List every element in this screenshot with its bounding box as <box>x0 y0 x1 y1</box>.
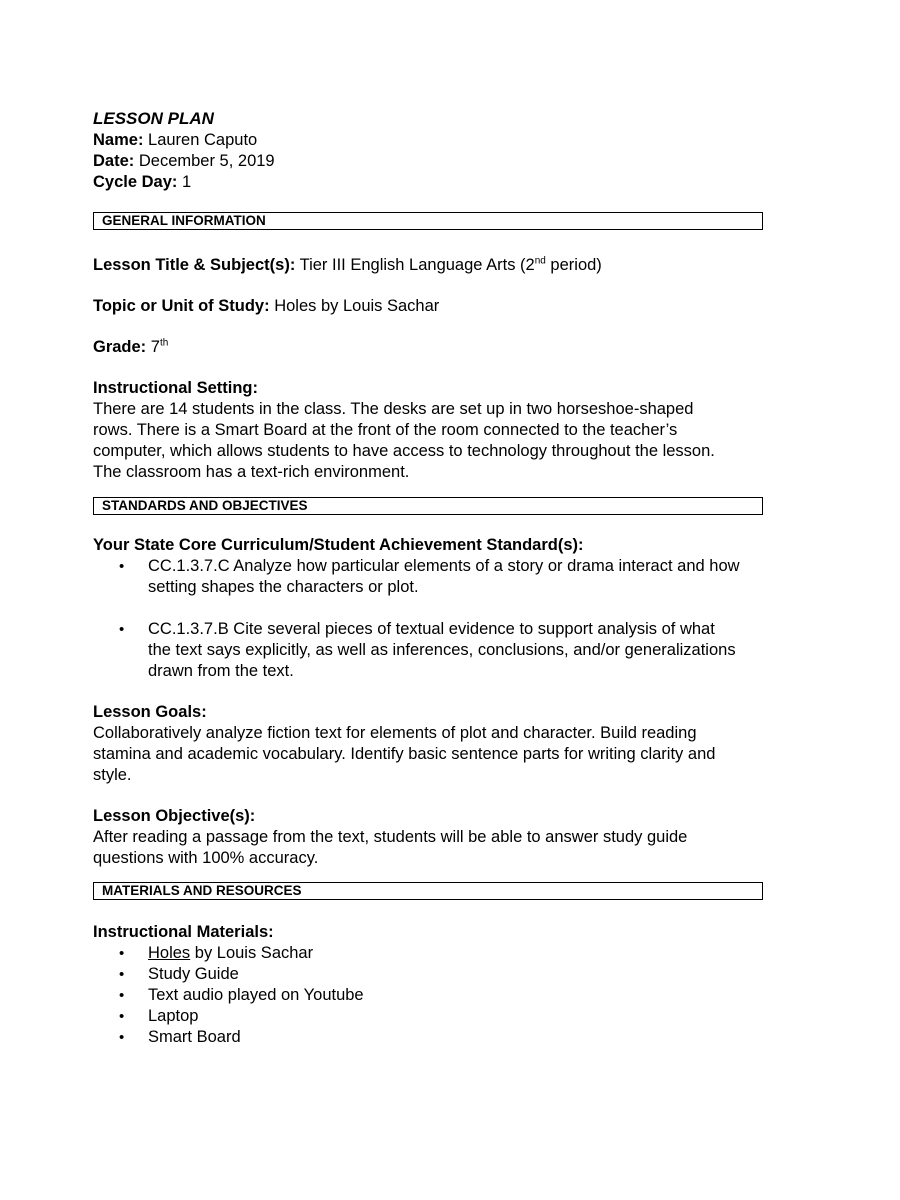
cycle-day-label: Cycle Day: <box>93 173 178 191</box>
core-standards-heading: Your State Core Curriculum/Student Achievement Standard(s): <box>93 536 584 554</box>
instructional-setting-text <box>93 399 803 483</box>
standard-line: CC.1.3.7.C Analyze how particular elements of a story or drama interact and how <box>148 557 740 575</box>
grade-value-text: 7 <box>150 338 160 356</box>
date-value: December 5, 2019 <box>138 152 275 170</box>
instructional-materials-heading: Instructional Materials: <box>93 923 274 941</box>
bullet-icon: • <box>119 987 125 1004</box>
standard-line: the text says explicitly, as well as inferences, conclusions, and/or generalizations <box>148 641 736 659</box>
lesson-goals-text <box>93 723 803 786</box>
bullet-icon: • <box>119 621 125 638</box>
lesson-title-label: Lesson Title & Subject(s): <box>93 256 296 274</box>
list-item <box>93 985 803 1006</box>
setting-line: computer, which allows students to have access to technology throughout the lesson. <box>93 442 715 460</box>
standard-line: drawn from the text. <box>148 662 294 680</box>
topic-value: Holes by Louis Sachar <box>274 297 440 315</box>
grade-row <box>93 337 803 358</box>
list-item <box>93 1027 803 1048</box>
cycle-day-value: 1 <box>181 173 192 191</box>
material-text: Text audio played on Youtube <box>148 986 364 1004</box>
standard-line: CC.1.3.7.B Cite several pieces of textual evidence to support analysis of what <box>148 620 715 638</box>
material-text: Study Guide <box>148 965 239 983</box>
lesson-plan-page <box>93 108 803 1048</box>
section-materials-and-resources: MATERIALS AND RESOURCES <box>93 882 763 900</box>
lesson-objectives-text <box>93 827 803 869</box>
bullet-icon: • <box>119 558 125 575</box>
lesson-title-value <box>300 256 602 274</box>
name-label: Name: <box>93 131 144 149</box>
goals-line: Collaboratively analyze fiction text for elements of plot and character. Build reading <box>93 724 697 742</box>
lesson-title-superscript: nd <box>534 255 546 267</box>
objectives-line: After reading a passage from the text, students will be able to answer study guide <box>93 828 688 846</box>
book-title-underlined: Holes <box>148 944 191 962</box>
cycle-day-row <box>93 172 803 193</box>
standard-line: setting shapes the characters or plot. <box>148 578 419 596</box>
lesson-title-value-suffix: period) <box>545 256 602 274</box>
book-author-text: by Louis Sachar <box>190 944 314 962</box>
section-general-information: GENERAL INFORMATION <box>93 212 763 230</box>
instructional-setting-heading: Instructional Setting: <box>93 379 258 397</box>
material-text: Laptop <box>148 1007 199 1025</box>
goals-line: style. <box>93 766 132 784</box>
standards-list <box>93 556 803 682</box>
document-title: LESSON PLAN <box>93 109 214 128</box>
lesson-title-row <box>93 255 803 276</box>
lesson-title-value-text: Tier III English Language Arts (2 <box>299 256 535 274</box>
material-text: Smart Board <box>148 1028 241 1046</box>
setting-line: The classroom has a text-rich environment. <box>93 463 410 481</box>
list-item <box>93 1006 803 1027</box>
list-item <box>93 556 803 598</box>
bullet-icon: • <box>119 966 125 983</box>
lesson-objectives-heading: Lesson Objective(s): <box>93 807 256 825</box>
grade-label: Grade: <box>93 338 147 356</box>
date-row <box>93 151 803 172</box>
bullet-icon: • <box>119 1008 125 1025</box>
materials-list <box>93 943 803 1048</box>
bullet-icon: • <box>119 945 125 962</box>
setting-line: There are 14 students in the class. The desks are set up in two horseshoe-shaped <box>93 400 694 418</box>
name-value: Lauren Caputo <box>148 131 258 149</box>
topic-label: Topic or Unit of Study: <box>93 297 270 315</box>
list-item <box>93 964 803 985</box>
objectives-line: questions with 100% accuracy. <box>93 849 319 867</box>
grade-superscript: th <box>159 337 169 349</box>
name-row <box>93 130 803 151</box>
list-item <box>93 619 803 682</box>
list-item <box>93 943 803 964</box>
grade-value <box>151 338 169 356</box>
section-standards-and-objectives: STANDARDS AND OBJECTIVES <box>93 497 763 515</box>
setting-line: rows. There is a Smart Board at the front of the room connected to the teacher’s <box>93 421 678 439</box>
topic-row <box>93 296 803 317</box>
goals-line: stamina and academic vocabulary. Identify basic sentence parts for writing clarity and <box>93 745 716 763</box>
bullet-icon: • <box>119 1029 125 1046</box>
lesson-goals-heading: Lesson Goals: <box>93 703 207 721</box>
date-label: Date: <box>93 152 135 170</box>
